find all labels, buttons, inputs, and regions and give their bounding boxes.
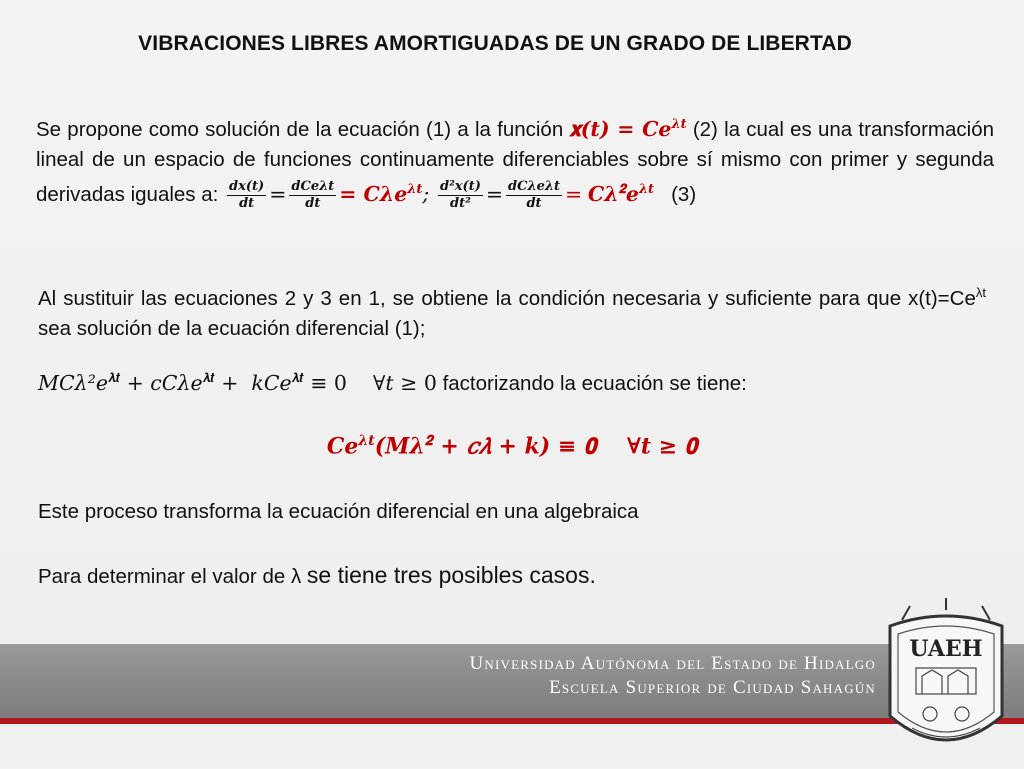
math-sup: 𝟐 (424, 433, 433, 449)
university-line: Universidad Autónoma del Estado de Hidalgo (469, 653, 876, 674)
fraction-dcle-dt (506, 179, 562, 212)
uaeh-seal-logo (882, 596, 1010, 764)
math-text: + 𝑐𝜆 + 𝒌) ≡ 𝟎 ∀𝒕 ≥ 𝟎 (432, 433, 698, 460)
footer-bottom (0, 724, 1024, 768)
math-solution (569, 117, 686, 141)
paragraph-substitution (38, 278, 986, 344)
seal-icon (882, 596, 1010, 764)
math-sup: 𝝀𝒕 (291, 370, 304, 385)
text-cases (38, 562, 596, 589)
seal-lettering: UAEH (909, 636, 983, 662)
math-sup: 𝟐 (618, 181, 626, 197)
equals: = (269, 181, 287, 206)
text: Para determinar el valor de λ (38, 565, 307, 588)
math-text: ≡ 0 ∀𝑡 ≥ 0 (303, 370, 437, 395)
math-text: (𝑴𝝀 (374, 433, 425, 460)
text: Se propone como solución de la ecuación (1) a la función (36, 117, 570, 141)
text: sea solución de la ecuación diferencial (1); (38, 316, 426, 340)
math-text: 𝑀𝐶𝜆²𝑒 (38, 370, 109, 395)
fraction-dce-dt (289, 179, 336, 212)
school-line: Escuela Superior de Ciudad Sahagún (549, 677, 876, 698)
math-sup: 𝝀𝒕 (108, 370, 121, 385)
math-text: + 𝑘𝐶𝑒 (214, 370, 292, 395)
frac-num: dCλeλt (508, 178, 560, 194)
text: (3) (654, 182, 697, 206)
math-text: = 𝑪𝝀𝒆 (339, 181, 408, 206)
text: Al sustituir las ecuaciones 2 y 3 en 1, se obtiene la condición necesaria y suficiente para que x(t)=Ce (38, 286, 976, 310)
text-algebraic: Este proceso transforma la ecuación diferencial en una algebraica (38, 500, 639, 523)
equals: = (565, 181, 583, 206)
math-text: + 𝑐𝐶𝜆𝑒 (120, 370, 203, 395)
superscript: λt (975, 285, 986, 300)
math-sup: 𝝀𝒕 (358, 433, 375, 449)
equation-factored (0, 433, 1024, 459)
math-text: 𝐱(𝒕) = 𝑪𝒆 (569, 116, 672, 141)
math-sup: 𝝀𝒕 (671, 117, 687, 132)
text: (2) la cual es una transformación lineal de un espacio de funciones continuamente diferenciables sobre sí mismo con primer y segunda derivadas iguales a: (36, 117, 994, 206)
math-first-derivative (339, 182, 422, 206)
math-second-derivative (588, 182, 654, 206)
frac-num: d²x(t) (440, 178, 481, 194)
math-text: 𝑪𝝀 (587, 181, 619, 206)
math-text: 𝑪𝒆 (326, 433, 359, 460)
fraction-dx-dt (227, 179, 266, 212)
frac-den: dt (305, 195, 321, 211)
math-sup: 𝝀𝒕 (202, 370, 215, 385)
frac-num: dCeλt (291, 178, 335, 194)
text: factorizando la ecuación se tiene: (436, 371, 747, 395)
frac-den: dt (526, 195, 542, 211)
frac-den: dt² (450, 195, 471, 211)
equals: = (485, 181, 504, 206)
math-sup: 𝝀𝒕 (638, 181, 654, 197)
fraction-d2x-dt2 (438, 179, 483, 212)
math-text: 𝒆 (625, 181, 639, 206)
paragraph-solution (36, 110, 994, 212)
text: se tiene tres posibles casos. (306, 562, 596, 588)
equation-characteristic (38, 370, 747, 396)
math-sup: 𝝀𝒕 (407, 181, 423, 197)
university-name (470, 652, 876, 700)
semicolon: ; (422, 181, 430, 206)
frac-num: dx(t) (229, 178, 265, 194)
slide-title: VIBRACIONES LIBRES AMORTIGUADAS DE UN GRADO DE LIBERTAD (138, 32, 852, 55)
frac-den: dt (239, 195, 255, 211)
